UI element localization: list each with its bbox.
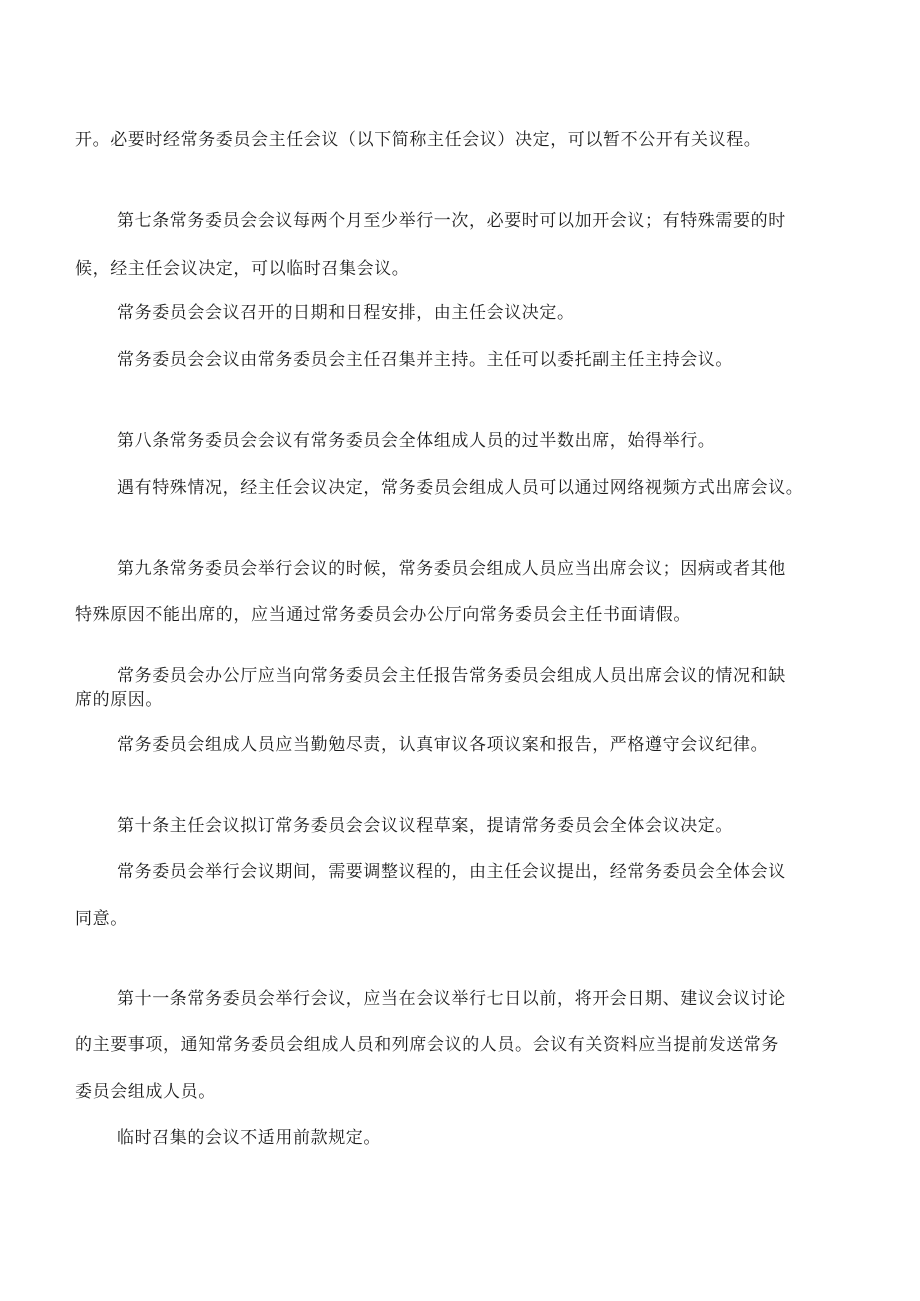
article-8-line: 第八条常务委员会会议有常务委员会全体组成人员的过半数出席，始得举行。 bbox=[117, 431, 716, 451]
paragraph-line: 常务委员会办公厅应当向常务委员会主任报告常务委员会组成人员出席会议的情况和缺 bbox=[117, 666, 786, 686]
article-7-line: 第七条常务委员会会议每两个月至少举行一次，必要时可以加开会议；有特殊需要的时 bbox=[117, 211, 786, 231]
paragraph-line: 临时召集的会议不适用前款规定。 bbox=[117, 1128, 381, 1148]
article-11-line: 第十一条常务委员会举行会议，应当在会议举行七日以前，将开会日期、建议会议讨论 bbox=[117, 989, 786, 1009]
paragraph-line: 开。必要时经常务委员会主任会议（以下简称主任会议）决定，可以暂不公开有关议程。 bbox=[75, 130, 762, 150]
article-7-line: 候，经主任会议决定，可以临时召集会议。 bbox=[75, 259, 410, 279]
article-11-line: 委员会组成人员。 bbox=[75, 1082, 216, 1102]
article-11-line: 的主要事项，通知常务委员会组成人员和列席会议的人员。会议有关资料应当提前发送常务 bbox=[75, 1035, 779, 1055]
article-9-line: 特殊原因不能出席的，应当通过常务委员会办公厅向常务委员会主任书面请假。 bbox=[75, 605, 691, 625]
paragraph-line: 遇有特殊情况，经主任会议决定，常务委员会组成人员可以通过网络视频方式出席会议。 bbox=[117, 478, 804, 498]
article-9-line: 第九条常务委员会举行会议的时候，常务委员会组成人员应当出席会议；因病或者其他 bbox=[117, 559, 786, 579]
paragraph-line: 常务委员会举行会议期间，需要调整议程的，由主任会议提出，经常务委员会全体会议 bbox=[117, 862, 786, 882]
paragraph-line: 席的原因。 bbox=[75, 690, 163, 710]
article-10-line: 第十条主任会议拟订常务委员会会议议程草案，提请常务委员会全体会议决定。 bbox=[117, 816, 733, 836]
paragraph-line: 同意。 bbox=[75, 909, 128, 929]
paragraph-line: 常务委员会会议由常务委员会主任召集并主持。主任可以委托副主任主持会议。 bbox=[117, 350, 733, 370]
paragraph-line: 常务委员会会议召开的日期和日程安排，由主任会议决定。 bbox=[117, 303, 575, 323]
paragraph-line: 常务委员会组成人员应当勤勉尽责，认真审议各项议案和报告，严格遵守会议纪律。 bbox=[117, 735, 769, 755]
